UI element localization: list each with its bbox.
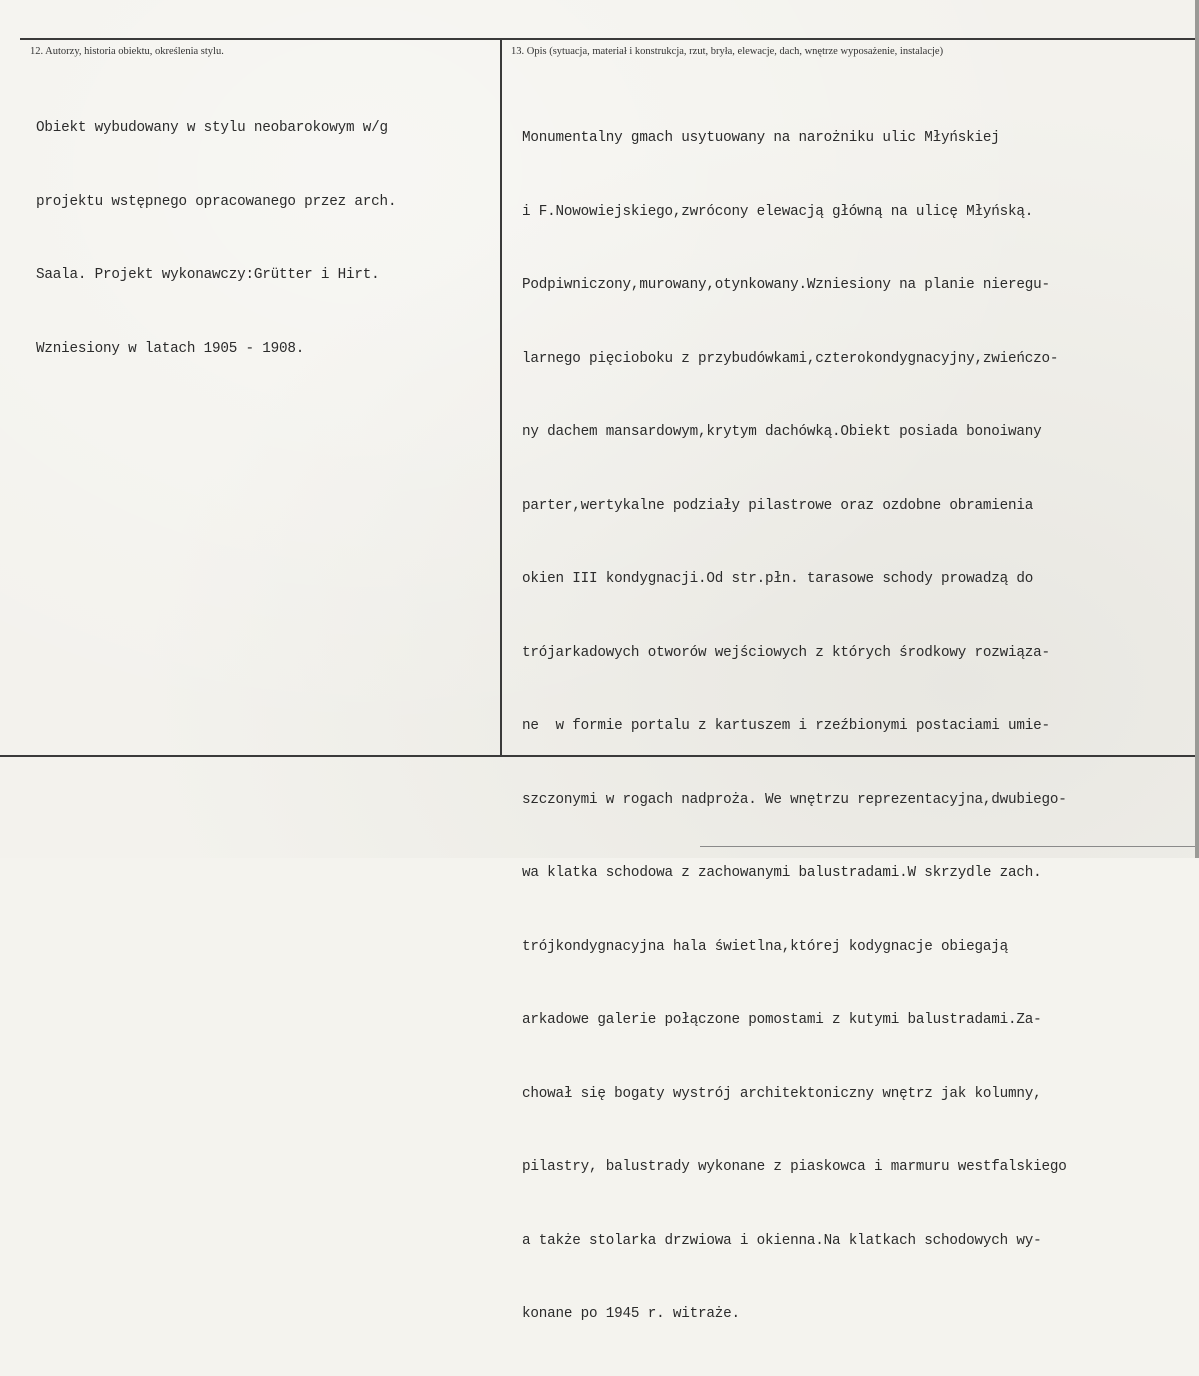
text-line: Podpiwniczony,murowany,otynkowany.Wzniesiony na planie nieregu- (522, 277, 1050, 293)
sheet-edge (1195, 0, 1199, 858)
text-line: wa klatka schodowa z zachowanymi balustradami.W skrzydle zach. (522, 865, 1042, 881)
text-line: Saala. Projekt wykonawczy:Grütter i Hirt. (36, 267, 380, 283)
section-12-label: 12. Autorzy, historia obiektu, określenia stylu. (30, 46, 224, 57)
text-line: larnego pięcioboku z przybudówkami,czterokondygnacyjny,zwieńczo- (522, 350, 1059, 367)
text-line: szczonymi w rogach nadproża. We wnętrzu reprezentacyjna,dwubiego- (522, 791, 1067, 808)
text-line: trójkondygnacyjna hala świetlna,której kodygnacje obiegają (522, 938, 1009, 955)
text-line: chował się bogaty wystrój architektoniczny wnętrz jak kolumny, (522, 1085, 1042, 1102)
text-line: okien III kondygnacji.Od str.płn. tarasowe schody prowadzą do (522, 571, 1034, 587)
text-line: konane po 1945 r. witraże. (522, 1306, 740, 1322)
text-line: parter,wertykalne podziały pilastrowe oraz ozdobne obramienia (522, 497, 1034, 514)
text-line: i F.Nowowiejskiego,zwrócony elewacją główną na ulicę Młyńską. (522, 203, 1034, 220)
section-12-text (36, 67, 396, 410)
text-line: Wzniesiony w latach 1905 - 1908. (36, 340, 305, 357)
text-line: projektu wstępnego opracowanego przez arch. (36, 193, 397, 210)
text-line: ny dachem mansardowym,krytym dachówką.Obiekt posiada bonoiwany (522, 424, 1042, 440)
text-line: ne w formie portalu z kartuszem i rzeźbionymi postaciami umie- (522, 718, 1050, 734)
column-divider (500, 38, 502, 755)
top-rule (20, 38, 1199, 40)
text-line: trójarkadowych otworów wejściowych z których środkowy rozwiąza- (522, 644, 1050, 661)
text-line: pilastry, balustrady wykonane z piaskowca i marmuru westfalskiego (522, 1159, 1067, 1175)
text-line: Obiekt wybudowany w stylu neobarokowym w/g (36, 120, 388, 136)
section-13-label: 13. Opis (sytuacja, materiał i konstrukcja, rzut, bryła, elewacje, dach, wnętrze wyposażenie, instalacje) (511, 46, 944, 57)
text-line: arkadowe galerie połączone pomostami z kutymi balustradami.Za- (522, 1012, 1042, 1028)
text-line: a także stolarka drzwiowa i okienna.Na klatkach schodowych wy- (522, 1232, 1042, 1249)
text-line: Monumentalny gmach usytuowany na narożniku ulic Młyńskiej (522, 130, 1000, 146)
section-13-text (522, 77, 1067, 1376)
